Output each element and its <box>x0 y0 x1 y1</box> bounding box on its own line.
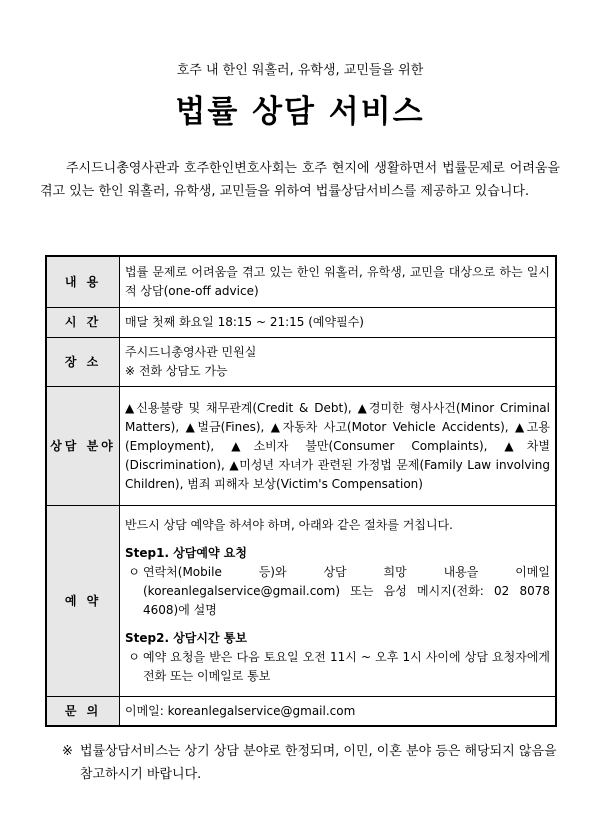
row-inquiry <box>46 697 556 727</box>
step2-text: 예약 요청을 받은 다음 토요일 오전 11시 ~ 오후 1시 사이에 상담 요청자에게 전화 또는 이메일로 통보 <box>143 650 550 683</box>
row-content <box>46 256 556 308</box>
label-content: 내 용 <box>46 256 120 308</box>
row-place <box>46 338 556 387</box>
bullet-mark: ㅇ <box>128 650 140 664</box>
subtitle: 호주 내 한인 워홀러, 유학생, 교민들을 위한 <box>176 63 424 78</box>
step1-item <box>125 563 550 620</box>
label-reservation: 예 약 <box>46 506 120 697</box>
value-reservation <box>120 506 557 697</box>
row-area <box>46 387 556 506</box>
label-place: 장 소 <box>46 338 120 387</box>
row-time <box>46 308 556 338</box>
step1-text: 연락처(Mobile 등)와 상담 희망 내용을 이메일 (koreanlegalservice@gmail.com) 또는 음성 메시지(전화: 02 8078 4608)에 설명 <box>143 565 550 617</box>
step2-title: Step2. 상담시간 통보 <box>125 631 247 645</box>
value-area: ▲신용불량 및 채무관계(Credit & Debt), ▲경미한 형사사건(Minor Criminal Matters), ▲벌금(Fines), ▲자동차 사고(Motor Vehicle Accidents), ▲고용(Employment), ▲소비자 불만(Consumer Complaints), ▲차별(Discrimination), ▲미성년 자녀가 관련된 가정법 문제(Family Law involving Children), 범죄 피해자 보상(Victim's Compensation) <box>120 387 557 506</box>
value-time: 매달 첫째 화요일 18:15 ~ 21:15 (예약필수) <box>120 308 557 338</box>
bullet-mark: ㅇ <box>128 565 140 579</box>
place-note: ※ 전화 상담도 가능 <box>125 364 228 378</box>
label-inquiry: 문 의 <box>46 697 120 727</box>
value-inquiry: 이메일: koreanlegalservice@gmail.com <box>120 697 557 727</box>
info-table <box>45 255 557 727</box>
step2-item <box>125 648 550 686</box>
footnote <box>62 740 562 786</box>
label-time: 시 간 <box>46 308 120 338</box>
page-title: 법률 상담 서비스 <box>175 94 425 130</box>
step1-title: Step1. 상담예약 요청 <box>125 546 247 560</box>
intro-paragraph: 주시드니총영사관과 호주한인변호사회는 호주 현지에 생활하면서 법률문제로 어려움을 겪고 있는 한인 워홀러, 유학생, 교민들을 위하여 법률상담서비스를 제공하고 있습니다. <box>40 161 560 199</box>
value-content: 법률 문제로 어려움을 겪고 있는 한인 워홀러, 유학생, 교민을 대상으로 하는 일시적 상담(one-off advice) <box>120 256 557 308</box>
reservation-intro: 반드시 상담 예약을 하셔야 하며, 아래와 같은 절차를 거칩니다. <box>125 518 453 532</box>
value-place <box>120 338 557 387</box>
reference-mark: ※ <box>62 744 73 759</box>
footnote-text: 법률상담서비스는 상기 상담 분야로 한정되며, 이민, 이혼 분야 등은 해당되지 않음을 참고하시기 바랍니다. <box>80 744 557 782</box>
place-name: 주시드니총영사관 민원실 <box>125 345 257 359</box>
label-area: 상담 분야 <box>46 387 120 506</box>
row-reservation <box>46 506 556 697</box>
